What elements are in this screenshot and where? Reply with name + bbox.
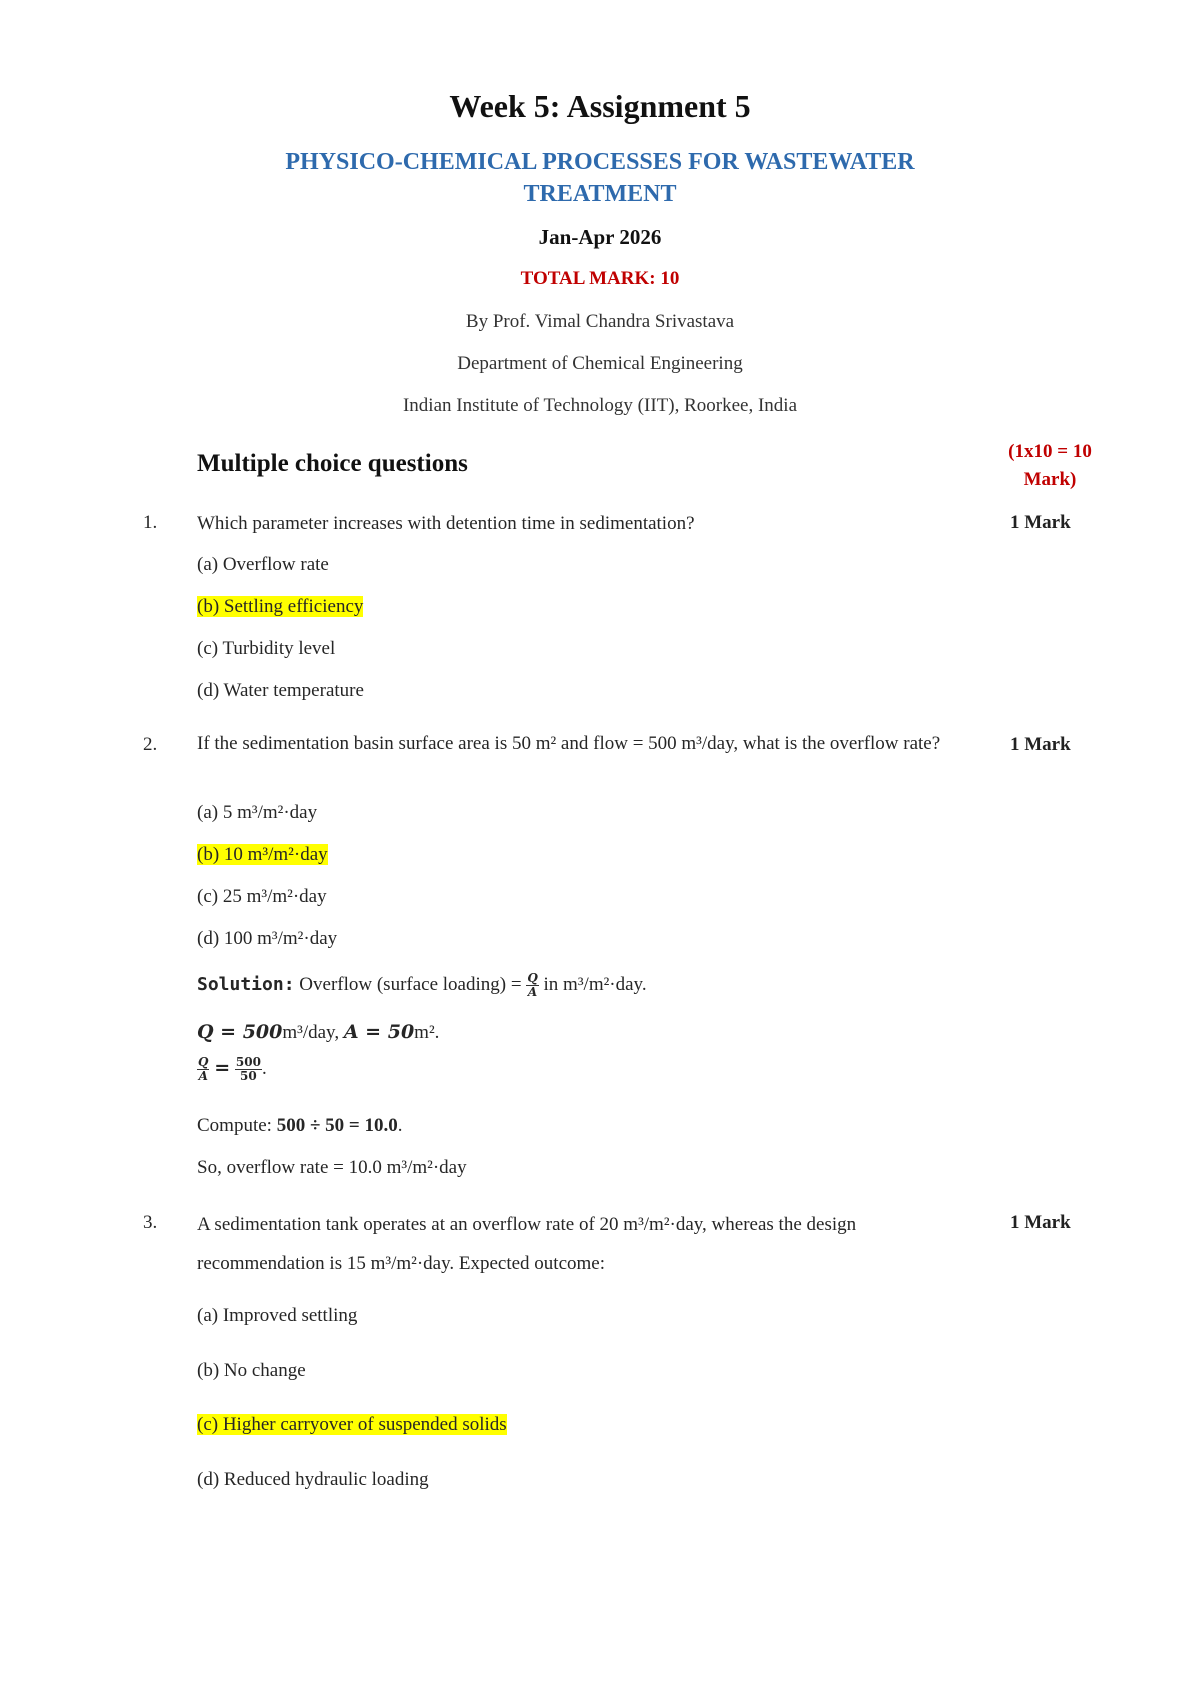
option-b-correct: (b) Settling efficiency — [197, 596, 364, 617]
solution-line-4: Compute: 500 ÷ 50 = 10.0. — [197, 1115, 403, 1136]
solution-line-5: So, overflow rate = 10.0 m³/m²·day — [197, 1157, 467, 1178]
question-text: If the sedimentation basin surface area is 50 m² and flow = 500 m³/day, what is the overflow rate? — [197, 733, 941, 754]
question-text: Which parameter increases with detention time in sedimentation? — [197, 513, 695, 534]
question-mark: 1 Mark — [1010, 1212, 1071, 1233]
instructor: By Prof. Vimal Chandra Srivastava — [465, 311, 735, 332]
question-mark: 1 Mark — [1010, 734, 1071, 755]
option-d: (d) Reduced hydraulic loading — [197, 1469, 429, 1490]
option-a: (a) Overflow rate — [197, 554, 329, 575]
solution-line-3: $\frac{Q}{A}$ = $\frac{500}{50}$ . — [198, 1055, 267, 1083]
question-number: 2. — [143, 734, 158, 755]
question-text-line1: A sedimentation tank operates at an overflow rate of 20 m³/m²·day, whereas the design — [197, 1214, 857, 1235]
section-marks-line1: (1x10 = 10 — [1008, 441, 1092, 462]
page-title: Week 5: Assignment 5 — [449, 88, 751, 124]
department: Department of Chemical Engineering — [457, 353, 743, 374]
question-number: 3. — [143, 1212, 158, 1233]
fraction-q-over-a: $\frac{Q}{A}$ — [527, 971, 538, 999]
course-title — [0, 146, 1200, 210]
section-title: Multiple choice questions — [197, 450, 468, 477]
total-mark: TOTAL MARK: 10 — [520, 268, 680, 289]
question-mark: 1 Mark — [1010, 512, 1071, 533]
fraction-q-over-a: $\frac{Q}{A}$ — [198, 1055, 209, 1083]
course-title-line2: TREATMENT — [523, 181, 677, 207]
option-c-correct: (c) Higher carryover of suspended solids — [197, 1414, 507, 1435]
option-c: (c) 25 m³/m²·day — [197, 886, 327, 907]
section-marks — [990, 438, 1110, 494]
course-title-line1: PHYSICO-CHEMICAL PROCESSES FOR WASTEWATER — [285, 149, 915, 175]
option-b-correct: (b) 10 m³/m²·day — [197, 844, 328, 865]
option-a: (a) 5 m³/m²·day — [197, 802, 318, 823]
option-c: (c) Turbidity level — [197, 638, 336, 659]
solution-label: Solution: — [197, 973, 295, 995]
question-number: 1. — [143, 512, 158, 533]
compute-expression: 500 ÷ 50 = 10.0 — [276, 1115, 398, 1136]
semester: Jan-Apr 2026 — [538, 225, 662, 249]
option-d: (d) 100 m³/m²·day — [197, 928, 338, 949]
solution-line-2: Q = 500m³/day, A = 50m². — [197, 1021, 440, 1043]
solution-line-1: Solution: Overflow (surface loading) = $\frac{Q}{A}$ in m³/m²·day. — [197, 971, 647, 999]
institute: Indian Institute of Technology (IIT), Roorkee, India — [402, 395, 798, 416]
option-b: (b) No change — [197, 1360, 306, 1381]
question-text-line2: recommendation is 15 m³/m²·day. Expected outcome: — [197, 1253, 605, 1274]
option-a: (a) Improved settling — [197, 1305, 358, 1326]
option-d: (d) Water temperature — [197, 680, 364, 701]
fraction-500-over-50: $\frac{500}{50}$ — [235, 1055, 261, 1083]
section-marks-line2: Mark) — [1023, 469, 1077, 490]
